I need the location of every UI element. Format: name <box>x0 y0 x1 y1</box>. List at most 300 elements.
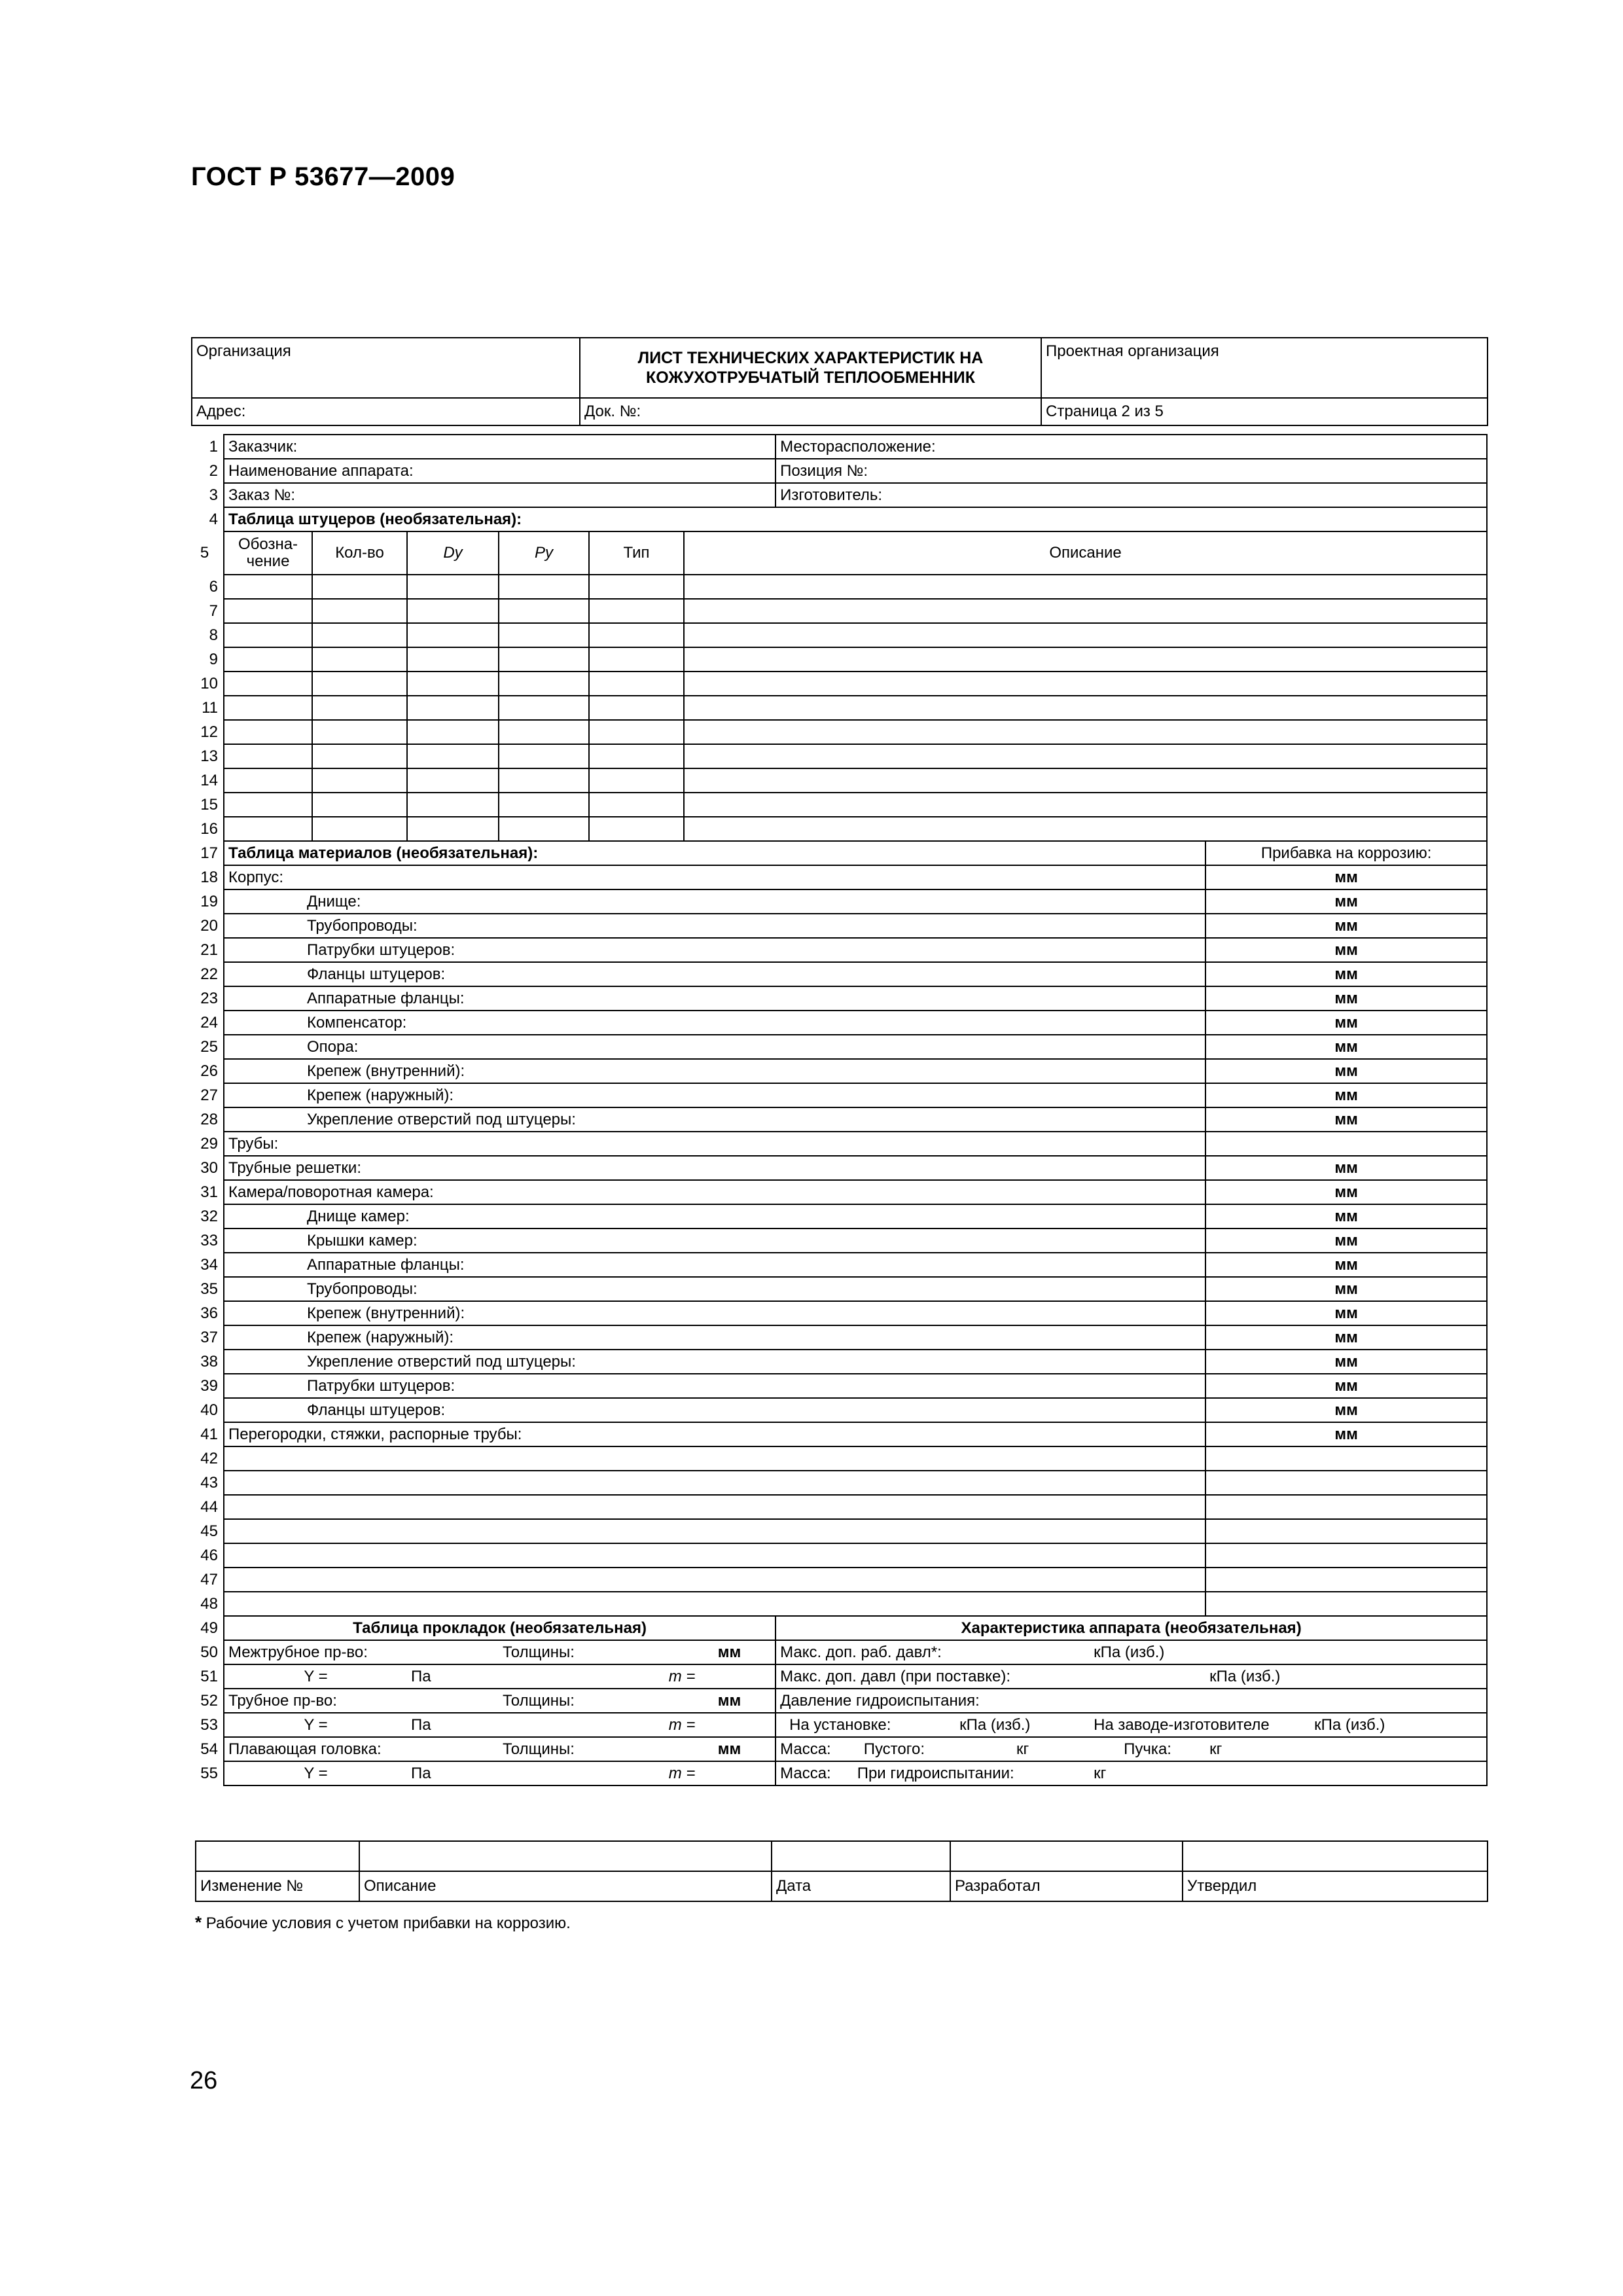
row-number: 31 <box>200 1183 218 1201</box>
col-py-label: Py <box>534 544 553 562</box>
nozzle-type-cell[interactable] <box>589 696 684 720</box>
corrosion-unit[interactable]: мм <box>1205 962 1487 986</box>
nozzle-dy-cell[interactable] <box>407 647 499 672</box>
nozzle-row <box>191 672 1487 696</box>
revision-block <box>195 1840 1488 1902</box>
row-54 <box>191 1737 1487 1761</box>
material-row <box>191 1350 1487 1374</box>
unit-kg: кг <box>1090 1761 1205 1785</box>
at-factory-label: На заводе-изготовителе <box>1090 1713 1310 1737</box>
doc-number-label: Док. №: <box>580 398 1041 425</box>
unit-kpa: кПа (изб.) <box>1090 1640 1487 1664</box>
row-number: 21 <box>200 941 218 959</box>
row-number: 2 <box>209 462 218 480</box>
spacer <box>1310 1737 1487 1761</box>
nozzle-description-cell[interactable] <box>684 744 1487 768</box>
nozzle-description-cell[interactable] <box>684 768 1487 793</box>
col-type: Тип <box>589 531 684 575</box>
corrosion-empty-cell[interactable] <box>1205 1446 1487 1471</box>
nozzle-row <box>191 744 1487 768</box>
nozzle-type-cell[interactable] <box>589 793 684 817</box>
apparatus-characteristics-title: Характеристика аппарата (необязательная) <box>776 1616 1487 1640</box>
nozzle-row <box>191 817 1487 841</box>
position-field[interactable]: Позиция №: <box>776 459 1487 483</box>
nozzle-row <box>191 768 1487 793</box>
nozzle-py-cell[interactable] <box>499 768 589 793</box>
corrosion-empty-cell[interactable] <box>1205 1592 1487 1616</box>
row-55 <box>191 1761 1487 1785</box>
nozzle-dy-cell[interactable] <box>407 575 499 599</box>
material-row <box>191 1180 1487 1204</box>
nozzle-quantity-cell[interactable] <box>312 696 407 720</box>
nozzle-description-cell[interactable] <box>684 623 1487 647</box>
row-number: 1 <box>209 438 218 456</box>
nozzle-row <box>191 623 1487 647</box>
max-pressure-delivery-label[interactable]: Макс. доп. давл (при поставке): <box>776 1664 1205 1689</box>
unit-pa: Па <box>407 1664 589 1689</box>
material-row <box>191 1035 1487 1059</box>
row-number: 22 <box>200 965 218 983</box>
corrosion-unit[interactable]: мм <box>1205 1156 1487 1180</box>
tube-side-label: Трубное пр-во: <box>224 1689 499 1713</box>
page-indicator: Страница 2 из 5 <box>1041 398 1488 425</box>
material-label[interactable]: Опора: <box>224 1035 1205 1059</box>
revision-number-cell[interactable] <box>196 1841 359 1871</box>
col-dy-label: Dy <box>443 544 463 562</box>
nozzle-quantity-cell[interactable] <box>312 647 407 672</box>
m-label <box>589 1713 776 1737</box>
material-label[interactable]: Патрубки штуцеров: <box>224 1374 1205 1398</box>
nozzle-py-cell[interactable] <box>499 623 589 647</box>
row-number: 7 <box>209 602 218 620</box>
m-label <box>589 1761 776 1785</box>
location-field[interactable]: Месторасположение: <box>776 435 1487 459</box>
material-label[interactable]: Крепеж (наружный): <box>224 1325 1205 1350</box>
nozzle-description-cell[interactable] <box>684 696 1487 720</box>
nozzle-type-cell[interactable] <box>589 672 684 696</box>
unit-mm: мм <box>684 1689 776 1713</box>
row-number: 26 <box>200 1062 218 1080</box>
row-1 <box>191 435 1487 459</box>
material-empty-row <box>191 1471 1487 1495</box>
row-52 <box>191 1689 1487 1713</box>
row-number: 16 <box>200 820 218 838</box>
m-label-text: m = <box>668 1765 696 1782</box>
nozzle-designation-cell[interactable] <box>224 817 312 841</box>
row-4 <box>191 507 1487 531</box>
nozzle-py-cell[interactable] <box>499 672 589 696</box>
material-row <box>191 1325 1487 1350</box>
material-row <box>191 1083 1487 1107</box>
material-empty-cell[interactable] <box>224 1495 1205 1519</box>
material-empty-cell[interactable] <box>224 1543 1205 1568</box>
nozzle-py-cell[interactable] <box>499 647 589 672</box>
col-description: Описание <box>684 531 1487 575</box>
mass-label-text: Масса: <box>780 1765 831 1782</box>
row-number: 10 <box>200 675 218 692</box>
material-label[interactable]: Фланцы штуцеров: <box>224 962 1205 986</box>
material-row <box>191 1277 1487 1301</box>
mass-label-text: Масса: <box>780 1740 831 1758</box>
nozzle-py-cell[interactable] <box>499 744 589 768</box>
nozzle-dy-cell[interactable] <box>407 720 499 744</box>
corrosion-unit[interactable]: мм <box>1205 1301 1487 1325</box>
row-number: 5 <box>200 544 209 562</box>
m-label <box>589 1664 776 1689</box>
material-label[interactable]: Укрепление отверстий под штуцеры: <box>224 1107 1205 1132</box>
material-empty-cell[interactable] <box>224 1446 1205 1471</box>
row-number: 42 <box>200 1450 218 1467</box>
m-label-text: m = <box>668 1668 696 1685</box>
revision-description-cell[interactable] <box>359 1841 772 1871</box>
nozzle-py-cell[interactable] <box>499 575 589 599</box>
row-number: 38 <box>200 1353 218 1371</box>
nozzle-description-cell[interactable] <box>684 720 1487 744</box>
material-empty-row <box>191 1495 1487 1519</box>
material-row <box>191 1156 1487 1180</box>
row-number: 37 <box>200 1329 218 1346</box>
nozzle-row <box>191 720 1487 744</box>
revision-entry-row <box>196 1841 1488 1871</box>
nozzle-py-cell[interactable] <box>499 793 589 817</box>
corrosion-unit[interactable] <box>1205 1132 1487 1156</box>
material-empty-row <box>191 1519 1487 1543</box>
row-number: 4 <box>209 511 218 528</box>
material-label[interactable]: Трубопроводы: <box>224 914 1205 938</box>
material-label[interactable]: Крепеж (наружный): <box>224 1083 1205 1107</box>
row-number: 20 <box>200 917 218 935</box>
revision-label-row <box>196 1871 1488 1901</box>
corrosion-unit[interactable]: мм <box>1205 1277 1487 1301</box>
corrosion-unit[interactable]: мм <box>1205 1083 1487 1107</box>
nozzle-py-cell[interactable] <box>499 817 589 841</box>
at-installation-label: На установке: <box>776 1713 955 1737</box>
shell-side-label: Межтрубное пр-во: <box>224 1640 499 1664</box>
nozzle-py-cell[interactable] <box>499 599 589 623</box>
row-number: 51 <box>200 1668 218 1685</box>
nozzle-dy-cell[interactable] <box>407 744 499 768</box>
row-number: 11 <box>202 699 218 717</box>
hydrotest-mass-label: При гидроиспытании: <box>857 1765 1014 1782</box>
nozzle-description-cell[interactable] <box>684 647 1487 672</box>
row-number: 28 <box>200 1111 218 1128</box>
y-label: Y = <box>224 1664 407 1689</box>
row-number: 27 <box>200 1086 218 1104</box>
thickness-label: Толщины: <box>499 1640 684 1664</box>
row-number: 39 <box>200 1377 218 1395</box>
nozzle-row <box>191 793 1487 817</box>
nozzle-dy-cell[interactable] <box>407 599 499 623</box>
nozzle-type-cell[interactable] <box>589 623 684 647</box>
col-nominal-pressure <box>499 531 589 575</box>
row-number: 12 <box>200 723 218 741</box>
sheet-header <box>191 337 1488 426</box>
row-number: 41 <box>200 1426 218 1443</box>
unit-pa: Па <box>407 1713 589 1737</box>
corrosion-unit[interactable]: мм <box>1205 914 1487 938</box>
nozzle-quantity-cell[interactable] <box>312 623 407 647</box>
nozzle-quantity-cell[interactable] <box>312 793 407 817</box>
row-number: 53 <box>200 1716 218 1734</box>
corrosion-empty-cell[interactable] <box>1205 1543 1487 1568</box>
material-row <box>191 1398 1487 1422</box>
material-label[interactable]: Крепеж (внутренний): <box>224 1301 1205 1325</box>
row-number: 54 <box>200 1740 218 1758</box>
revision-approver-cell[interactable] <box>1183 1841 1488 1871</box>
m-label-text: m = <box>668 1716 696 1734</box>
row-number: 3 <box>209 486 218 504</box>
nozzle-quantity-cell[interactable] <box>312 599 407 623</box>
nozzle-description-cell[interactable] <box>684 599 1487 623</box>
material-label[interactable]: Корпус: <box>224 865 1205 889</box>
organization-label: Организация <box>192 338 580 398</box>
design-organization-label: Проектная организация <box>1041 338 1488 398</box>
corrosion-unit[interactable]: мм <box>1205 986 1487 1011</box>
corrosion-empty-cell[interactable] <box>1205 1568 1487 1592</box>
row-number: 24 <box>200 1014 218 1031</box>
material-label[interactable]: Крышки камер: <box>224 1229 1205 1253</box>
corrosion-unit[interactable]: мм <box>1205 1398 1487 1422</box>
corrosion-unit[interactable]: мм <box>1205 1180 1487 1204</box>
material-label[interactable]: Трубные решетки: <box>224 1156 1205 1180</box>
nozzle-quantity-cell[interactable] <box>312 720 407 744</box>
apparatus-name-field[interactable]: Наименование аппарата: <box>224 459 776 483</box>
corrosion-unit[interactable]: мм <box>1205 1059 1487 1083</box>
y-label: Y = <box>224 1761 407 1785</box>
nozzle-designation-cell[interactable] <box>224 647 312 672</box>
corrosion-unit[interactable]: мм <box>1205 1350 1487 1374</box>
material-row <box>191 962 1487 986</box>
material-label[interactable]: Аппаратные фланцы: <box>224 1253 1205 1277</box>
material-label[interactable]: Патрубки штуцеров: <box>224 938 1205 962</box>
customer-field[interactable]: Заказчик: <box>224 435 776 459</box>
col-quantity: Кол-во <box>312 531 407 575</box>
nozzle-row <box>191 599 1487 623</box>
nozzle-type-cell[interactable] <box>589 647 684 672</box>
footnote-asterisk: * <box>195 1912 202 1932</box>
thickness-label: Толщины: <box>499 1737 684 1761</box>
thickness-label: Толщины: <box>499 1689 684 1713</box>
unit-kg: кг <box>1205 1737 1310 1761</box>
corrosion-unit[interactable]: мм <box>1205 1011 1487 1035</box>
row-2 <box>191 459 1487 483</box>
nozzle-designation-cell[interactable] <box>224 720 312 744</box>
nozzle-quantity-cell[interactable] <box>312 768 407 793</box>
row-number: 25 <box>200 1038 218 1056</box>
material-empty-row <box>191 1568 1487 1592</box>
materials-table-title: Таблица материалов (необязательная): <box>224 841 1205 865</box>
row-number: 40 <box>200 1401 218 1419</box>
approved-by-label: Утвердил <box>1183 1871 1488 1901</box>
nozzle-designation-cell[interactable] <box>224 768 312 793</box>
row-number: 45 <box>200 1522 218 1540</box>
nozzle-py-cell[interactable] <box>499 720 589 744</box>
row-number: 33 <box>200 1232 218 1249</box>
material-row <box>191 1301 1487 1325</box>
corrosion-empty-cell[interactable] <box>1205 1495 1487 1519</box>
row-number: 8 <box>209 626 218 644</box>
material-label[interactable]: Компенсатор: <box>224 1011 1205 1035</box>
corrosion-unit[interactable]: мм <box>1205 889 1487 914</box>
material-empty-cell[interactable] <box>224 1519 1205 1543</box>
nozzle-row <box>191 575 1487 599</box>
row-number: 15 <box>200 796 218 814</box>
row-number: 17 <box>200 844 218 862</box>
material-label[interactable]: Перегородки, стяжки, распорные трубы: <box>224 1422 1205 1446</box>
nozzle-dy-cell[interactable] <box>407 623 499 647</box>
nozzle-designation-cell[interactable] <box>224 744 312 768</box>
material-row <box>191 1132 1487 1156</box>
material-empty-cell[interactable] <box>224 1568 1205 1592</box>
nozzle-designation-cell[interactable] <box>224 696 312 720</box>
technical-data-table <box>191 434 1488 1786</box>
nozzle-dy-cell[interactable] <box>407 672 499 696</box>
corrosion-unit[interactable]: мм <box>1205 1035 1487 1059</box>
address-label: Адрес: <box>192 398 580 425</box>
nozzle-designation-cell[interactable] <box>224 672 312 696</box>
nozzle-dy-cell[interactable] <box>407 768 499 793</box>
unit-pa: Па <box>407 1761 589 1785</box>
row-number: 43 <box>200 1474 218 1492</box>
row-number: 55 <box>200 1765 218 1782</box>
unit-mm: мм <box>684 1737 776 1761</box>
nozzle-quantity-cell[interactable] <box>312 817 407 841</box>
corrosion-empty-cell[interactable] <box>1205 1519 1487 1543</box>
row-number: 14 <box>200 772 218 789</box>
material-empty-row <box>191 1446 1487 1471</box>
material-label[interactable]: Крепеж (внутренний): <box>224 1059 1205 1083</box>
spacer <box>1205 1761 1487 1785</box>
revision-date-cell[interactable] <box>772 1841 950 1871</box>
footnote <box>195 1912 571 1933</box>
material-label[interactable]: Фланцы штуцеров: <box>224 1398 1205 1422</box>
unit-kpa: кПа (изб.) <box>1205 1664 1487 1689</box>
nozzle-description-cell[interactable] <box>684 672 1487 696</box>
order-number-field[interactable]: Заказ №: <box>224 483 776 507</box>
material-row <box>191 986 1487 1011</box>
material-row <box>191 1374 1487 1398</box>
corrosion-unit[interactable]: мм <box>1205 1204 1487 1229</box>
material-empty-cell[interactable] <box>224 1471 1205 1495</box>
row-3 <box>191 483 1487 507</box>
developed-by-label: Разработал <box>950 1871 1183 1901</box>
row-49 <box>191 1616 1487 1640</box>
row-number: 9 <box>209 651 218 668</box>
nozzle-row <box>191 647 1487 672</box>
row-number: 19 <box>200 893 218 910</box>
row-53 <box>191 1713 1487 1737</box>
material-row <box>191 889 1487 914</box>
material-row <box>191 1422 1487 1446</box>
corrosion-unit[interactable]: мм <box>1205 938 1487 962</box>
material-label[interactable]: Днище: <box>224 889 1205 914</box>
nozzle-designation-cell[interactable] <box>224 599 312 623</box>
nozzle-type-cell[interactable] <box>589 744 684 768</box>
material-label[interactable]: Укрепление отверстий под штуцеры: <box>224 1350 1205 1374</box>
manufacturer-field[interactable]: Изготовитель: <box>776 483 1487 507</box>
unit-kpa: кПа (изб.) <box>1310 1713 1487 1737</box>
material-label[interactable]: Аппаратные фланцы: <box>224 986 1205 1011</box>
nozzle-type-cell[interactable] <box>589 575 684 599</box>
row-number: 32 <box>200 1208 218 1225</box>
nozzle-type-cell[interactable] <box>589 817 684 841</box>
material-row <box>191 1229 1487 1253</box>
corrosion-unit[interactable]: мм <box>1205 1422 1487 1446</box>
material-label[interactable]: Трубы: <box>224 1132 1205 1156</box>
nozzle-dy-cell[interactable] <box>407 793 499 817</box>
nozzle-quantity-cell[interactable] <box>312 744 407 768</box>
row-number: 44 <box>200 1498 218 1516</box>
hydrotest-pressure-label: Давление гидроиспытания: <box>776 1689 1487 1713</box>
material-row <box>191 1059 1487 1083</box>
nozzle-type-cell[interactable] <box>589 599 684 623</box>
nozzle-type-cell[interactable] <box>589 720 684 744</box>
corrosion-unit[interactable]: мм <box>1205 865 1487 889</box>
material-label[interactable]: Днище камер: <box>224 1204 1205 1229</box>
nozzle-dy-cell[interactable] <box>407 696 499 720</box>
nozzle-designation-cell[interactable] <box>224 575 312 599</box>
material-row <box>191 938 1487 962</box>
description-label: Описание <box>359 1871 772 1901</box>
corrosion-allowance-header: Прибавка на коррозию: <box>1205 841 1487 865</box>
nozzle-designation-cell[interactable] <box>224 793 312 817</box>
nozzle-table-title: Таблица штуцеров (необязательная): <box>224 507 1487 531</box>
row-number: 6 <box>209 578 218 596</box>
unit-kg: кг <box>955 1737 1090 1761</box>
nozzle-description-cell[interactable] <box>684 793 1487 817</box>
corrosion-empty-cell[interactable] <box>1205 1471 1487 1495</box>
nozzle-py-cell[interactable] <box>499 696 589 720</box>
nozzle-type-cell[interactable] <box>589 768 684 793</box>
material-label[interactable]: Трубопроводы: <box>224 1277 1205 1301</box>
date-label: Дата <box>772 1871 950 1901</box>
row-number: 30 <box>200 1159 218 1177</box>
max-working-pressure-label[interactable]: Макс. доп. раб. давл*: <box>776 1640 1090 1664</box>
unit-kpa: кПа (изб.) <box>955 1713 1090 1737</box>
material-row <box>191 865 1487 889</box>
corrosion-unit[interactable]: мм <box>1205 1107 1487 1132</box>
nozzle-dy-cell[interactable] <box>407 817 499 841</box>
revision-developer-cell[interactable] <box>950 1841 1183 1871</box>
nozzle-description-cell[interactable] <box>684 575 1487 599</box>
row-number: 49 <box>200 1619 218 1637</box>
row-number: 36 <box>200 1304 218 1322</box>
row-number: 34 <box>200 1256 218 1274</box>
corrosion-unit[interactable]: мм <box>1205 1374 1487 1398</box>
nozzle-table-header <box>191 531 1487 575</box>
nozzle-description-cell[interactable] <box>684 817 1487 841</box>
row-number: 48 <box>200 1595 218 1613</box>
row-number: 52 <box>200 1692 218 1710</box>
nozzle-quantity-cell[interactable] <box>312 672 407 696</box>
bundle-mass-label: Пучка: <box>1090 1737 1205 1761</box>
material-label[interactable]: Камера/поворотная камера: <box>224 1180 1205 1204</box>
row-number: 35 <box>200 1280 218 1298</box>
row-number: 29 <box>200 1135 218 1153</box>
corrosion-unit[interactable]: мм <box>1205 1253 1487 1277</box>
floating-head-label: Плавающая головка: <box>224 1737 499 1761</box>
material-row <box>191 1204 1487 1229</box>
material-empty-cell[interactable] <box>224 1592 1205 1616</box>
row-51 <box>191 1664 1487 1689</box>
nozzle-designation-cell[interactable] <box>224 623 312 647</box>
corrosion-unit[interactable]: мм <box>1205 1325 1487 1350</box>
nozzle-quantity-cell[interactable] <box>312 575 407 599</box>
corrosion-unit[interactable]: мм <box>1205 1229 1487 1253</box>
row-number: 13 <box>200 747 218 765</box>
col-nominal-diameter <box>407 531 499 575</box>
mass-label <box>776 1761 1090 1785</box>
